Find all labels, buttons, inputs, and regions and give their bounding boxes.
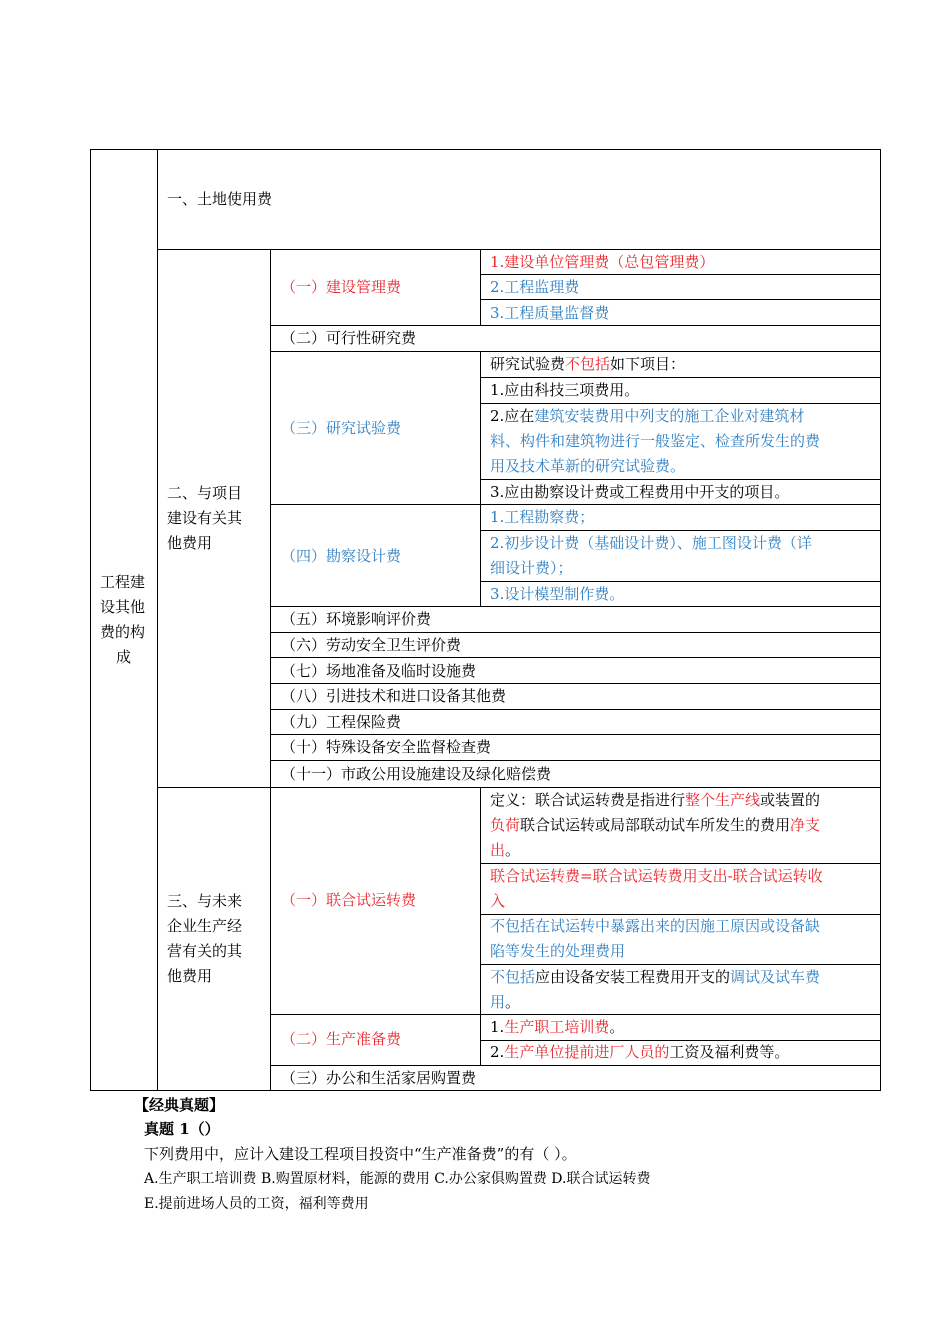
s2-item6-label: （六）劳动安全卫生评价费 — [281, 636, 462, 654]
s2-item1-detail1: 1.建设单位管理费（总包管理费） — [490, 253, 715, 271]
section2-label: 二、与项目 建设有关其 他费用 — [167, 484, 243, 552]
s3-item1-exclusion1: 不包括在试运转中暴露出来的因施工原因或设备缺 陷等发生的处理费用 — [490, 917, 821, 960]
question-title: 真题 1（） — [144, 1120, 220, 1138]
s2-item3-point2: 2.应在建筑安装费用中列支的施工企业对建筑材 料、构件和建筑物进行一般鉴定、检查所发生的费 用及技术革新的研究试验费。 — [490, 407, 821, 475]
s2-item2-label: （二）可行性研究费 — [281, 329, 417, 347]
question-options-line2: E.提前进场人员的工资，福利等费用 — [144, 1196, 369, 1212]
s2-item9-label: （九）工程保险费 — [281, 713, 402, 731]
s2-item4-detail2: 2.初步设计费（基础设计费）、施工图设计费（详 细设计费）； — [490, 534, 812, 577]
s2-item11-label: （十一）市政公用设施建设及绿化赔偿费 — [281, 765, 552, 783]
s3-item2-label: （二）生产准备费 — [281, 1030, 402, 1048]
s3-item3-label: （三）办公和生活家居购置费 — [281, 1069, 477, 1087]
s2-item1-detail3: 3.工程质量监督费 — [490, 304, 610, 322]
s3-item1-label: （一）联合试运转费 — [281, 891, 417, 909]
question-text: 下列费用中，应计入建设工程项目投资中“生产准备费”的有（ ）。 — [144, 1145, 577, 1163]
s3-item1-exclusion2: 不包括应由设备安装工程费用开支的调试及试车费 用。 — [490, 968, 821, 1011]
s2-item4-detail3: 3.设计模型制作费。 — [490, 585, 625, 603]
s2-item1-label: （一）建设管理费 — [281, 278, 402, 296]
s2-item3-point1: 1.应由科技三项费用。 — [490, 381, 640, 399]
col1-label: 工程建 设其他 费的构 成 — [100, 573, 146, 666]
section1-label: 一、土地使用费 — [167, 190, 273, 208]
s2-item3-label: （三）研究试验费 — [281, 419, 402, 437]
s2-item4-label: （四）勘察设计费 — [281, 547, 402, 565]
s2-item7-label: （七）场地准备及临时设施费 — [281, 662, 477, 680]
s3-item1-formula: 联合试运转费=联合试运转费用支出-联合试运转收 入 — [490, 867, 823, 910]
s3-item1-definition: 定义：联合试运转费是指进行整个生产线或装置的 负荷联合试运转或局部联动试车所发生的费用净支 出。 — [490, 791, 821, 859]
exam-heading: 【经典真题】 — [134, 1096, 225, 1114]
s3-item2-detail1: 1.生产职工培训费。 — [490, 1018, 625, 1036]
s3-item2-detail2: 2.生产单位提前进厂人员的工资及福利费等。 — [490, 1043, 790, 1061]
s2-item4-detail1: 1.工程勘察费； — [490, 508, 595, 526]
s2-item1-detail2: 2.工程监理费 — [490, 278, 580, 296]
s2-item5-label: （五）环境影响评价费 — [281, 610, 432, 628]
s2-item3-intro: 研究试验费不包括如下项目： — [490, 355, 686, 373]
question-options-line1: A.生产职工培训费 B.购置原材料，能源的费用 C.办公家俱购置费 D.联合试运转费 — [144, 1171, 651, 1187]
section3-label: 三、与未来 企业生产经 营有关的其 他费用 — [167, 892, 243, 985]
s2-item8-label: （八）引进技术和进口设备其他费 — [281, 687, 507, 705]
s2-item10-label: （十）特殊设备安全监督检查费 — [281, 738, 492, 756]
s2-item3-point3: 3.应由勘察设计费或工程费用中开支的项目。 — [490, 483, 790, 501]
